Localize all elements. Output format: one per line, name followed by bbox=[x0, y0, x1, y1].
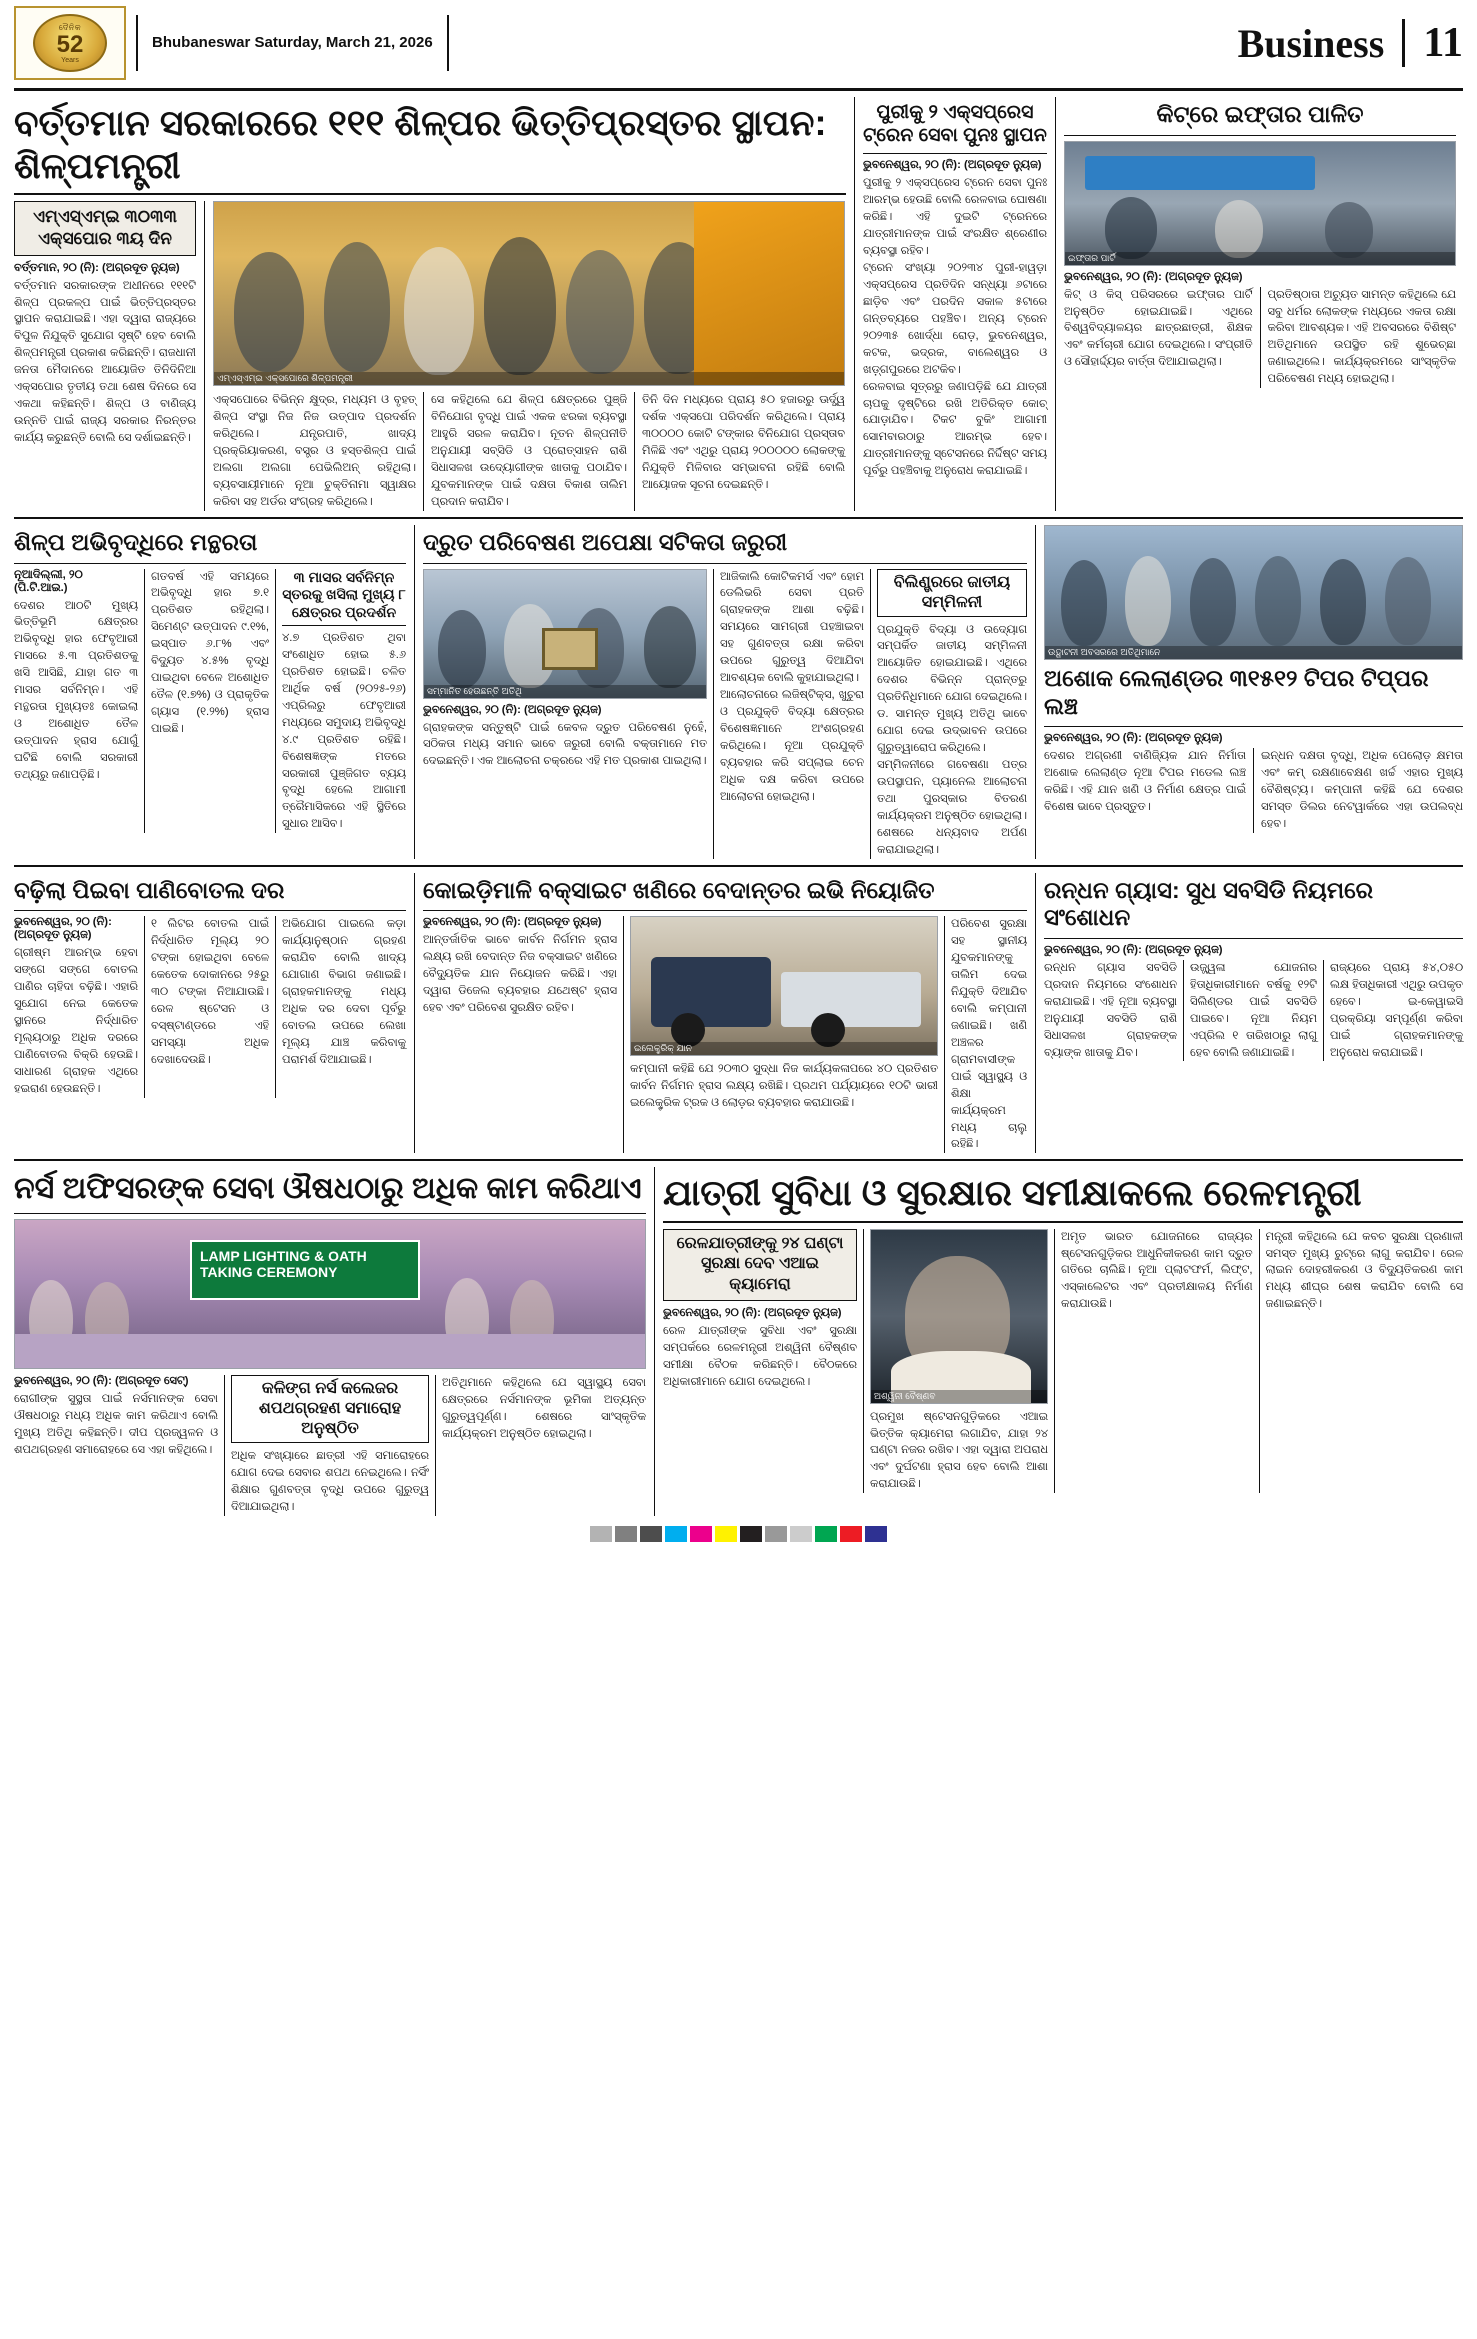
swatch bbox=[790, 1526, 812, 1542]
gas-story bbox=[1036, 873, 1463, 1154]
swatch bbox=[865, 1526, 887, 1542]
newspaper-logo bbox=[14, 6, 126, 80]
nurse-col3: ଅତିଥିମାନେ କହିଥିଲେ ଯେ ସ୍ୱାସ୍ଥ୍ୟ ସେବା କ୍ଷେତ୍ରରେ ନର୍ସମାନଙ୍କ ଭୂମିକା ଅତ୍ୟନ୍ତ ଗୁରୁତ୍ୱପୂର୍ଣ୍ଣ। ଶେଷରେ ସାଂସ୍କୃତିକ କାର୍ଯ୍ୟକ୍ରମ ଅନୁଷ୍ଠିତ ହୋଇଥିଲା। bbox=[442, 1377, 646, 1441]
water-headline: ବଢ଼ିଲା ପିଇବା ପାଣିବୋତଲ ଦର bbox=[14, 876, 285, 903]
water-story bbox=[14, 873, 414, 1154]
coal-place: ଭୁବନେଶ୍ୱର, ୨୦ (ନି): (ଅଗ୍ରଦୂତ ନ୍ୟୁଜ) bbox=[423, 916, 602, 929]
gas-col2: ଉଜ୍ଜ୍ୱଳା ଯୋଜନାର ହିତାଧିକାରୀମାନେ ବର୍ଷକୁ ୧୨ଟି ସିଲିଣ୍ଡର ପାଇଁ ସବସିଡି ପାଇବେ। ନୂଆ ନିୟମ ଏପ୍ରିଲ ୧ ତାରିଖଠାରୁ ଲାଗୁ ହେବ ବୋଲି ଜଣାଯାଇଛି। bbox=[1190, 961, 1317, 1059]
ashok-col1: ଦେଶର ଅଗ୍ରଣୀ ବାଣିଜ୍ୟିକ ଯାନ ନିର୍ମାତା ଅଶୋକ ଲେଲାଣ୍ଡ ନୂଆ ଟିପର ମଡେଲ ଲଞ୍ଚ କରିଛି। ଏହି ଯାନ ଖଣି ଓ ନିର୍ମାଣ କ୍ଷେତ୍ର ପାଇଁ ବିଶେଷ ଭାବେ ପ୍ରସ୍ତୁତ। bbox=[1044, 750, 1246, 813]
nurse-headline: ନର୍ସ ଅଫିସରଙ୍କ ସେବା ଔଷଧଠାରୁ ଅଧିକ କାମ କରିଥାଏ bbox=[14, 1172, 642, 1206]
rail-headline: ଯାତ୍ରୀ ସୁବିଧା ଓ ସୁରକ୍ଷାର ସମୀକ୍ଷାକଲେ ରେଳମନ୍ତ୍ରୀ bbox=[663, 1172, 1362, 1214]
rail-story bbox=[655, 1167, 1463, 1516]
bisleri-col1: ପ୍ରଯୁକ୍ତି ବିଦ୍ୟା ଓ ଉଦ୍ୟୋଗ ସମ୍ପର୍କିତ ଜାତୀୟ ସମ୍ମିଳନୀ ଆୟୋଜିତ ହୋଇଯାଇଛି। ଏଥିରେ ଦେଶର ବିଭିନ୍ନ ପ୍ରାନ୍ତରୁ ପ୍ରତିନିଧିମାନେ ଯୋଗ ଦେଇଥିଲେ। ଡ. ସାମନ୍ତ ମୁଖ୍ୟ ଅତିଥି ଭାବେ ଯୋଗ ଦେଇ ଉଦ୍ଭାବନ ଉପରେ ଗୁରୁତ୍ୱାରୋପ କରିଥିଲେ। bbox=[877, 623, 1027, 755]
industry-kicker: ୩ ମାସର ସର୍ବନିମ୍ନ ସ୍ତରକୁ ଖସିଲା ମୁଖ୍ୟ ୮ କ୍ଷେତ୍ରର ପ୍ରଦର୍ଶନ bbox=[282, 569, 406, 627]
lead-col2: ଏକ୍ସପୋରେ ବିଭିନ୍ନ କ୍ଷୁଦ୍ର, ମଧ୍ୟମ ଓ ବୃହତ୍ ଶିଳ୍ପ ସଂସ୍ଥା ନିଜ ନିଜ ଉତ୍ପାଦ ପ୍ରଦର୍ଶନ କରିଥିଲେ। ଯନ୍ତ୍ରପାତି, ଖାଦ୍ୟ ପ୍ରକ୍ରିୟାକରଣ, ବସ୍ତ୍ର ଓ ହସ୍ତଶିଳ୍ପ ପାଇଁ ଅଲଗା ଅଲଗା ପେଭିଲିଅନ୍ ରହିଥିଲା। ବ୍ୟବସାୟୀମାନେ ନୂଆ ଚୁକ୍ତିନାମା ସ୍ୱାକ୍ଷର କରିବା ସହ ଅର୍ଡର ସଂଗ୍ରହ କରିଥିଲେ। bbox=[213, 394, 416, 508]
industry-story bbox=[14, 525, 414, 859]
gas-col3: ରାଜ୍ୟରେ ପ୍ରାୟ ୫୪,୦୫୦ ଲକ୍ଷ ହିତାଧିକାରୀ ଏଥିରୁ ଉପକୃତ ହେବେ। ଇ-କେୱାଇସି ପ୍ରକ୍ରିୟା ସମ୍ପୂର୍ଣ୍ଣ କରିବା ପାଇଁ ଗ୍ରାହକମାନଙ୍କୁ ଅନୁରୋଧ କରାଯାଇଛି। bbox=[1330, 961, 1463, 1059]
ashok-story bbox=[1036, 525, 1463, 859]
lead-col3: ସେ କହିଥିଲେ ଯେ ଶିଳ୍ପ କ୍ଷେତ୍ରରେ ପୁଞ୍ଜି ବିନିଯୋଗ ବୃଦ୍ଧି ପାଇଁ ଏକକ ଝରକା ବ୍ୟବସ୍ଥା ଆହୁରି ସରଳ କରାଯିବ। ନୂତନ ଶିଳ୍ପନୀତି ଅନୁଯାୟୀ ସବ୍ସିଡି ଓ ପ୍ରୋତ୍ସାହନ ରାଶି ସିଧାସଳଖ ଉଦ୍ୟୋଗୀଙ୍କ ଖାତାକୁ ପଠାଯିବ। ଯୁବକମାନଙ୍କ ପାଇଁ ଦକ୍ଷତା ବିକାଶ ତାଲିମ ପ୍ରଦାନ କରାଯିବ। bbox=[431, 394, 627, 508]
coal-headline: କୋଇଡ଼ିମାଳି ବକ୍ସାଇଟ ଖଣିରେ ବେଦାନ୍ତର ଇଭି ନିୟୋଜିତ bbox=[423, 876, 935, 903]
swatch bbox=[640, 1526, 662, 1542]
ashok-photo-caption: ଉଦ୍ଘାଟନୀ ଅବସରରେ ଅତିଥିମାନେ bbox=[1045, 646, 1462, 659]
gas-headline: ରନ୍ଧନ ଗ୍ୟାସ: ସୁଧ ସବସିଡି ନିୟମରେ ସଂଶୋଧନ bbox=[1044, 876, 1374, 931]
nurse-photo bbox=[14, 1219, 646, 1369]
nurse-banner-text: LAMP LIGHTING & OATH TAKING CEREMONY bbox=[200, 1248, 367, 1281]
train-story bbox=[855, 97, 1055, 511]
iftar-story bbox=[1056, 97, 1456, 511]
nurse-col1: ରୋଗୀଙ୍କ ସୁସ୍ଥତା ପାଇଁ ନର୍ସମାନଙ୍କ ସେବା ଔଷଧଠାରୁ ମଧ୍ୟ ଅଧିକ କାମ କରିଥାଏ ବୋଲି ମୁଖ୍ୟ ଅତିଥି କହିଛନ୍ତି। ଦୀପ ପ୍ରଜ୍ୱଳନ ଓ ଶପଥଗ୍ରହଣ ସମାରୋହରେ ସେ ଏହା କହିଥିଲେ। bbox=[14, 1393, 218, 1457]
nurse-sub-headline: କଳିଙ୍ଗ ନର୍ସ କଲେଜର ଶପଥଗ୍ରହଣ ସମାରୋହ ଅନୁଷ୍ଠିତ bbox=[231, 1375, 429, 1443]
bisleri-col2: ସମ୍ମିଳନୀରେ ଗବେଷଣା ପତ୍ର ଉପସ୍ଥାପନ, ପ୍ୟାନେଲ ଆଲୋଚନା ତଥା ପୁରସ୍କାର ବିତରଣ କାର୍ଯ୍ୟକ୍ରମ ଅନୁଷ୍ଠିତ ହୋଇଥିଲା। ଶେଷରେ ଧନ୍ୟବାଦ ଅର୍ପଣ କରାଯାଇଥିଲା। bbox=[877, 759, 1027, 856]
industry-headline: ଶିଳ୍ପ ଅଭିବୃଦ୍ଧିରେ ମନ୍ଥରତା bbox=[14, 528, 258, 555]
lead-story bbox=[14, 97, 854, 511]
lead-photo-caption: ଏମ୍ଏସ୍ଏମ୍ଇ ଏକ୍ସପୋରେ ଶିଳ୍ପମନ୍ତ୍ରୀ bbox=[214, 372, 844, 385]
page-number: 11 bbox=[1402, 19, 1463, 67]
ashok-place: ଭୁବନେଶ୍ୱର, ୨୦ (ନି): (ଅଗ୍ରଦୂତ ନ୍ୟୁଜ) bbox=[1044, 732, 1223, 745]
supply-col2: ଆଜିକାଲି କୋଟିକମର୍ସ ଏବଂ ହୋମ ଡେଲିଭରି ସେବା ପ୍ରତି ଗ୍ରାହକଙ୍କ ଆଶା ବଢ଼ିଛି। ସମୟରେ ସାମଗ୍ରୀ ପହଞ୍ଚାଇବା ସହ ଗୁଣବତ୍ତା ରକ୍ଷା କରିବା ଉପରେ ଗୁରୁତ୍ୱ ଦିଆଯିବା ଆବଶ୍ୟକ ବୋଲି କୁହାଯାଇଥିଲା। bbox=[720, 570, 864, 685]
industry-col3: ୪.୭ ପ୍ରତିଶତ ଥିବା ସଂଶୋଧିତ ହୋଇ ୫.୬ ପ୍ରତିଶତ ହୋଇଛି। ଚଳିତ ଆର୍ଥିକ ବର୍ଷ (୨୦୨୫-୨୬) ଏପ୍ରିଲରୁ ଫେବୃଆରୀ ମଧ୍ୟରେ ସମୁଦାୟ ଅଭିବୃଦ୍ଧି ୪.୯ ପ୍ରତିଶତ ରହିଛି। ବିଶେଷଜ୍ଞଙ୍କ ମତରେ ସରକାରୀ ପୁଞ୍ଜିଗତ ବ୍ୟୟ ବୃଦ୍ଧି ହେଲେ ଆଗାମୀ ତ୍ରୈମାସିକରେ ଏହି ସ୍ଥିତିରେ ସୁଧାର ଆସିବ। bbox=[282, 632, 406, 831]
rail-kicker: ରେଳଯାତ୍ରୀଙ୍କୁ ୨୪ ଘଣ୍ଟା ସୁରକ୍ଷା ଦେବ ଏଆଇ କ୍ୟାମେରା bbox=[663, 1229, 857, 1301]
supply-place: ଭୁବନେଶ୍ୱର, ୨୦ (ନି): (ଅଗ୍ରଦୂତ ନ୍ୟୁଜ) bbox=[423, 703, 602, 716]
water-col2: ୧ ଲିଟର ବୋତଲ ପାଇଁ ନିର୍ଦ୍ଧାରିତ ମୂଲ୍ୟ ୨୦ ଟଙ୍କା ହୋଇଥିବା ବେଳେ କେତେକ ଦୋକାନରେ ୨୫ରୁ ୩୦ ଟଙ୍କା ନିଆଯାଉଛି। ରେଳ ଷ୍ଟେସନ ଓ ବସ୍‌ଷ୍ଟାଣ୍ଡରେ ଏହି ସମସ୍ୟା ଅଧିକ ଦେଖାଦେଉଛି। bbox=[151, 918, 269, 1066]
gas-col1: ରନ୍ଧନ ଗ୍ୟାସ ସବସିଡି ପ୍ରଦାନ ନିୟମରେ ସଂଶୋଧନ କରାଯାଇଛି। ଏହି ନୂଆ ବ୍ୟବସ୍ଥା ଅନୁଯାୟୀ ସବସିଡି ରାଶି ସିଧାସଳଖ ଗ୍ରାହକଙ୍କ ବ୍ୟାଙ୍କ ଖାତାକୁ ଯିବ। bbox=[1044, 961, 1177, 1059]
iftar-col1: କିଟ୍ ଓ କିସ୍ ପରିସରରେ ଇଫ୍ତାର ପାର୍ଟି ଅନୁଷ୍ଠିତ ହୋଇଯାଇଛି। ଏଥିରେ ବିଶ୍ୱବିଦ୍ୟାଳୟର ଛାତ୍ରଛାତ୍ରୀ, ଶିକ୍ଷକ ଏବଂ କର୍ମଚାରୀ ଯୋଗ ଦେଇଥିଲେ। ସଂପ୍ରୀତି ଓ ସୌହାର୍ଦ୍ଦ୍ୟର ବାର୍ତ୍ତା ଦିଆଯାଇଥିଲା। bbox=[1064, 288, 1253, 369]
swatch bbox=[590, 1526, 612, 1542]
water-place: ଭୁବନେଶ୍ୱର, ୨୦ (ନି): (ଅଗ୍ରଦୂତ ନ୍ୟୁଜ) bbox=[14, 916, 112, 942]
coal-col2: କମ୍ପାନୀ କହିଛି ଯେ ୨୦୩୦ ସୁଦ୍ଧା ନିଜ କାର୍ଯ୍ୟକଳାପରେ ୪୦ ପ୍ରତିଶତ କାର୍ବନ ନିର୍ଗମନ ହ୍ରାସ ଲକ୍ଷ୍ୟ ରଖିଛି। ପ୍ରଥମ ପର୍ଯ୍ୟାୟରେ ୧୦ଟି ଭାରୀ ଇଲେକ୍ଟ୍ରିକ ଟ୍ରକ ଓ ଲୋଡ଼ର ବ୍ୟବହାର କରାଯାଉଛି। bbox=[630, 1063, 939, 1110]
iftar-photo-caption: ଇଫ୍ତାର ପାର୍ଟି bbox=[1065, 252, 1455, 265]
coal-photo-caption: ଇଲେକ୍ଟ୍ରିକ୍ ଯାନ bbox=[631, 1042, 937, 1055]
logo-top-text: ଦୈନିକ bbox=[58, 22, 82, 32]
train-col1: ପୁରୀକୁ ୨ ଏକ୍ସପ୍ରେସ ଟ୍ରେନ ସେବା ପୁନଃ ଆରମ୍ଭ ହେଉଛି ବୋଲି ରେଳବାଇ ଘୋଷଣା କରିଛି। ଏହି ଦୁଇଟି ଟ୍ରେନରେ ଯାତ୍ରୀମାନଙ୍କ ପାଇଁ ସଂରକ୍ଷିତ ଶ୍ରେଣୀର ବ୍ୟବସ୍ଥା ରହିବ। bbox=[863, 177, 1047, 258]
train-headline: ପୁରୀକୁ ୨ ଏକ୍ସପ୍ରେସ ଟ୍ରେନ ସେବା ପୁନଃ ସ୍ଥାପନ bbox=[863, 102, 1047, 147]
swatch bbox=[840, 1526, 862, 1542]
coal-story bbox=[415, 873, 1035, 1154]
ashok-photo bbox=[1044, 525, 1463, 660]
water-col1: ଗ୍ରୀଷ୍ମ ଆରମ୍ଭ ହେବା ସଙ୍ଗେ ସଙ୍ଗେ ବୋତଲ ପାଣିର ଚାହିଦା ବଢ଼ିଛି। ଏହାରି ସୁଯୋଗ ନେଇ କେତେକ ସ୍ଥାନରେ ନିର୍ଦ୍ଧାରିତ ମୂଲ୍ୟଠାରୁ ଅଧିକ ଦରରେ ପାଣିବୋତଲ ବିକ୍ରି ହେଉଛି। ସାଧାରଣ ଗ୍ରାହକ ଏଥିରେ ହଇରାଣ ହେଉଛନ୍ତି। bbox=[14, 947, 138, 1095]
coal-col3: ପରିବେଶ ସୁରକ୍ଷା ସହ ସ୍ଥାନୀୟ ଯୁବକମାନଙ୍କୁ ତାଲିମ ଦେଇ ନିଯୁକ୍ତି ଦିଆଯିବ ବୋଲି କମ୍ପାନୀ ଜଣାଇଛି। ଖଣି ଅଞ୍ଚଳର ଗ୍ରାମବାସୀଙ୍କ ପାଇଁ ସ୍ୱାସ୍ଥ୍ୟ ଓ ଶିକ୍ଷା କାର୍ଯ୍ୟକ୍ରମ ମଧ୍ୟ ଚାଲୁ ରହିଛି। bbox=[951, 918, 1027, 1151]
lead-place: ବର୍ତ୍ତମାନ, ୨୦ (ନି): (ଅଗ୍ରଦୂତ ନ୍ୟୁଜ) bbox=[14, 261, 180, 274]
dateline: Bhubaneswar Saturday, March 21, 2026 bbox=[136, 15, 449, 71]
rail-col2: ପ୍ରମୁଖ ଷ୍ଟେସନଗୁଡ଼ିକରେ ଏଆଇ ଭିତ୍ତିକ କ୍ୟାମେରା ଲଗାଯିବ, ଯାହା ୨୪ ଘଣ୍ଟା ନଜର ରଖିବ। ଏହା ଦ୍ୱାରା ଅପରାଧ ଏବଂ ଦୁର୍ଘଟଣା ହ୍ରାସ ହେବ ବୋଲି ଆଶା କରାଯାଉଛି। bbox=[870, 1410, 1048, 1491]
lead-headline: ବର୍ତ୍ତମାନ ସରକାରରେ ୧୧୧ ଶିଳ୍ପର ଭିତ୍ତିପ୍ରସ୍ତର ସ୍ଥାପନ: ଶିଳ୍ପମନ୍ତ୍ରୀ bbox=[14, 102, 827, 187]
rail-col4: ମନ୍ତ୍ରୀ କହିଥିଲେ ଯେ କବଚ ସୁରକ୍ଷା ପ୍ରଣାଳୀ ସମସ୍ତ ମୁଖ୍ୟ ରୁଟ୍‌ରେ ଲାଗୁ କରାଯିବ। ରେଳ ଲାଇନ ଦୋହରୀକରଣ ଓ ବିଦ୍ୟୁତିକରଣ କାମ ମଧ୍ୟ ଶୀଘ୍ର ଶେଷ କରାଯିବ ବୋଲି ସେ ଜଣାଇଛନ୍ତି। bbox=[1265, 1230, 1463, 1311]
train-col3: ରେଳବାଇ ସୂତ୍ରରୁ ଜଣାପଡ଼ିଛି ଯେ ଯାତ୍ରୀ ଚାପକୁ ଦୃଷ୍ଟିରେ ରଖି ଅତିରିକ୍ତ କୋଚ୍ ଯୋଡ଼ାଯିବ। ଟିକଟ ବୁକିଂ ଆଗାମୀ ସୋମବାରଠାରୁ ଆରମ୍ଭ ହେବ। ଯାତ୍ରୀମାନଙ୍କୁ ସ୍ଟେସନରେ ନିର୍ଦ୍ଦିଷ୍ଟ ସମୟ ପୂର୍ବରୁ ପହଞ୍ଚିବାକୁ ଅନୁରୋଧ କରାଯାଇଛି। bbox=[863, 380, 1047, 478]
supply-col3: ଆଲୋଚନାରେ ଲଜିଷ୍ଟିକ୍ସ, ଖୁଚୁରା ଓ ପ୍ରଯୁକ୍ତି ବିଦ୍ୟା କ୍ଷେତ୍ରର ବିଶେଷଜ୍ଞମାନେ ଅଂଶଗ୍ରହଣ କରିଥିଲେ। ନୂଆ ପ୍ରଯୁକ୍ତି ବ୍ୟବହାର କରି ସପ୍ଲାଇ ଚେନ ଅଧିକ ଦକ୍ଷ କରିବା ଉପରେ ଆଲୋଚନା ହୋଇଥିଲା। bbox=[720, 689, 864, 803]
swatch bbox=[815, 1526, 837, 1542]
bisleri-headline: ବିଲିଣ୍ଡ୍ରରେ ଜାତୀୟ ସମ୍ମିଳନୀ bbox=[877, 569, 1027, 617]
ashok-col2: ଇନ୍ଧନ ଦକ୍ଷତା ବୃଦ୍ଧି, ଅଧିକ ପେଲୋଡ଼ କ୍ଷମତା ଏବଂ କମ୍ ରକ୍ଷଣାବେକ୍ଷଣ ଖର୍ଚ୍ଚ ଏହାର ମୁଖ୍ୟ ବୈଶିଷ୍ଟ୍ୟ। କମ୍ପାନୀ କହିଛି ଯେ ଦେଶର ସମସ୍ତ ଡିଲର ନେଟୱାର୍କରେ ଏହା ଉପଲବ୍ଧ ହେବ। bbox=[1261, 750, 1463, 830]
water-col3: ଅଭିଯୋଗ ପାଇଲେ କଡ଼ା କାର୍ଯ୍ୟାନୁଷ୍ଠାନ ଗ୍ରହଣ କରାଯିବ ବୋଲି ଖାଦ୍ୟ ଯୋଗାଣ ବିଭାଗ ଜଣାଇଛି। ଗ୍ରାହକମାନଙ୍କୁ ମଧ୍ୟ ଅଧିକ ଦର ଦେବା ପୂର୍ବରୁ ବୋତଲ ଉପରେ ଲେଖା ମୂଲ୍ୟ ଯାଞ୍ଚ କରିବାକୁ ପରାମର୍ଶ ଦିଆଯାଇଛି। bbox=[282, 918, 406, 1066]
nurse-col2: ଅଧିକ ସଂଖ୍ୟାରେ ଛାତ୍ରୀ ଏହି ସମାରୋହରେ ଯୋଗ ଦେଇ ସେବାର ଶପଥ ନେଇଥିଲେ। ନର୍ସିଂ ଶିକ୍ଷାର ଗୁଣବତ୍ତା ବୃଦ୍ଧି ଉପରେ ଗୁରୁତ୍ୱ ଦିଆଯାଇଥିଲା। bbox=[231, 1450, 429, 1514]
gas-place: ଭୁବନେଶ୍ୱର, ୨୦ (ନି): (ଅଗ୍ରଦୂତ ନ୍ୟୁଜ) bbox=[1044, 943, 1223, 956]
rail-col3: ଅମୃତ ଭାରତ ଯୋଜନାରେ ରାଜ୍ୟର ଷ୍ଟେସନଗୁଡ଼ିକର ଆଧୁନିକୀକରଣ କାମ ଦ୍ରୁତ ଗତିରେ ଚାଲିଛି। ନୂଆ ପ୍ଲାଟଫର୍ମ, ଲିଫ୍ଟ, ଏସ୍କାଲେଟର ଏବଂ ପ୍ରତୀକ୍ଷାଳୟ ନିର୍ମାଣ କରାଯାଉଛି। bbox=[1061, 1230, 1253, 1311]
rail-photo-caption: ଅଶ୍ୱିନୀ ବୈଷ୍ଣବ bbox=[871, 1390, 1047, 1403]
color-registration-bar bbox=[14, 1526, 1463, 1542]
iftar-photo bbox=[1064, 141, 1456, 266]
lead-sidebox bbox=[14, 201, 196, 255]
iftar-place: ଭୁବନେଶ୍ୱର, ୨୦ (ନି): (ଅଗ୍ରଦୂତ ନ୍ୟୁଜ) bbox=[1064, 270, 1243, 283]
rail-minister-photo bbox=[870, 1229, 1048, 1404]
swatch bbox=[715, 1526, 737, 1542]
iftar-col2: ପ୍ରତିଷ୍ଠାତା ଅଚ୍ୟୁତ ସାମନ୍ତ କହିଥିଲେ ଯେ ସବୁ ଧର୍ମର ଲୋକଙ୍କ ମଧ୍ୟରେ ଏକତା ରକ୍ଷା କରିବା ଆବଶ୍ୟକ। ଏହି ଅବସରରେ ବିଶିଷ୍ଟ ଅତିଥିମାନେ ଉପସ୍ଥିତ ରହି ଶୁଭେଚ୍ଛା ଜଣାଇଥିଲେ। କାର୍ଯ୍ୟକ୍ରମରେ ସାଂସ୍କୃତିକ ପରିବେଷଣ ମଧ୍ୟ ହୋଇଥିଲା। bbox=[1267, 288, 1456, 386]
lead-photo bbox=[213, 201, 845, 386]
nurse-place: ଭୁବନେଶ୍ୱର, ୨୦ (ନି): (ଅଗ୍ରଦୂତ ସେଟ୍) bbox=[14, 1375, 189, 1388]
masthead bbox=[14, 0, 1463, 91]
train-col2: ଟ୍ରେନ ସଂଖ୍ୟା ୨୦୨୩୪ ପୁରୀ-ହାୱଡ଼ା ଏକ୍ସପ୍ରେସ ପ୍ରତିଦିନ ସନ୍ଧ୍ୟା ୬ଟାରେ ଛାଡ଼ିବ ଏବଂ ପରଦିନ ସକାଳ ୫ଟାରେ ଗନ୍ତବ୍ୟରେ ପହଞ୍ଚିବ। ଅନ୍ୟ ଟ୍ରେନ ୨୦୨୩୫ ଖୋର୍ଦ୍ଧା ରୋଡ଼, ଭୁବନେଶ୍ୱର, କଟକ, ଭଦ୍ରକ, ବାଲେଶ୍ୱର ଓ ଖଡ଼୍ଗପୁରରେ ଅଟକିବ। bbox=[863, 262, 1047, 376]
supply-story bbox=[415, 525, 1035, 859]
swatch bbox=[615, 1526, 637, 1542]
rail-place: ଭୁବନେଶ୍ୱର, ୨୦ (ନି): (ଅଗ୍ରଦୂତ ନ୍ୟୁଜ) bbox=[663, 1306, 842, 1319]
lead-col4: ତିନି ଦିନ ମଧ୍ୟରେ ପ୍ରାୟ ୫୦ ହଜାରରୁ ଊର୍ଦ୍ଧ୍ୱ ଦର୍ଶକ ଏକ୍ସପୋ ପରିଦର୍ଶନ କରିଥିଲେ। ପ୍ରାୟ ୩୦୦୦୦ କୋଟି ଟଙ୍କାର ବିନିଯୋଗ ପ୍ରସ୍ତାବ ମିଳିଛି ଏବଂ ଏଥିରୁ ପ୍ରାୟ ୨୦୦୦୦୦ ଲୋକଙ୍କୁ ନିଯୁକ୍ତି ମିଳିବାର ସମ୍ଭାବନା ରହିଛି ବୋଲି ଆୟୋଜକ ସୂଚନା ଦେଇଛନ୍ତି। bbox=[642, 394, 845, 492]
rail-col1: ରେଳ ଯାତ୍ରୀଙ୍କ ସୁବିଧା ଏବଂ ସୁରକ୍ଷା ସମ୍ପର୍କରେ ରେଳମନ୍ତ୍ରୀ ଅଶ୍ୱିନୀ ବୈଷ୍ଣବ ସମୀକ୍ଷା ବୈଠକ କରିଛନ୍ତି। ବୈଠକରେ ଅଧିକାରୀମାନେ ଯୋଗ ଦେଇଥିଲେ। bbox=[663, 1324, 857, 1388]
nurse-story bbox=[14, 1167, 654, 1516]
lead-col1: ବର୍ତ୍ତମାନ ସରକାରଙ୍କ ଅଧୀନରେ ୧୧୧ଟି ଶିଳ୍ପ ପ୍ରକଳ୍ପ ପାଇଁ ଭିତ୍ତିପ୍ରସ୍ତର ସ୍ଥାପନ କରାଯାଇଛି। ଏହା ଦ୍ୱାରା ରାଜ୍ୟରେ ବିପୁଳ ନିଯୁକ୍ତି ସୁଯୋଗ ସୃଷ୍ଟି ହେବ ବୋଲି ଶିଳ୍ପମନ୍ତ୍ରୀ ପ୍ରକାଶ କରିଛନ୍ତି। ରାଜଧାନୀ ଜନତା ମୈଦାନରେ ଆୟୋଜିତ ତିନିଦିନିଆ ଏକ୍ସପୋର ତୃତୀୟ ତଥା ଶେଷ ଦିନରେ ସେ ଏକଥା କହିଛନ୍ତି। ଶିଳ୍ପ ଓ ବାଣିଜ୍ୟ ଉନ୍ନତି ପାଇଁ ରାଜ୍ୟ ସରକାର ନିରନ୍ତର କାର୍ଯ୍ୟ କରୁଛନ୍ତି ବୋଲି ସେ ଦର୍ଶାଇଛନ୍ତି। bbox=[14, 279, 196, 444]
industry-place: ନୂଆଦିଲ୍ଲୀ, ୨୦ (ପି.ଟି.ଆଇ.) bbox=[14, 568, 83, 594]
supply-photo bbox=[423, 569, 707, 699]
swatch bbox=[665, 1526, 687, 1542]
coal-col1: ଆନ୍ତର୍ଜାତିକ ଭାବେ କାର୍ବନ ନିର୍ଗମନ ହ୍ରାସ ଲକ୍ଷ୍ୟ ରଖି ବେଦାନ୍ତ ନିଜ ବକ୍ସାଇଟ ଖଣିରେ ବୈଦ୍ୟୁତିକ ଯାନ ନିୟୋଜନ କରିଛି। ଏହା ଦ୍ୱାରା ଡିଜେଲ ବ୍ୟବହାର ଯଥେଷ୍ଟ ହ୍ରାସ ହେବ ଏବଂ ପରିବେଶ ସୁରକ୍ଷିତ ରହିବ। bbox=[423, 934, 617, 1014]
lead-sidebox-title: ଏମ୍ଏସ୍ଏମ୍ଇ ୩୦୩୩ ଏକ୍ସପୋର ୩ୟ ଦିନ bbox=[33, 207, 177, 249]
ashok-headline: ଅଶୋକ ଲେଲାଣ୍ଡର ୩୧୫୧୨ ଟିପର ଟିପ୍ପର ଲଞ୍ଚ bbox=[1044, 664, 1429, 719]
supply-headline: ଦ୍ରୁତ ପରିବେଷଣ ଅପେକ୍ଷା ସଟିକତା ଜରୁରୀ bbox=[423, 528, 788, 555]
industry-col1: ଦେଶର ଆଠଟି ମୁଖ୍ୟ ଭିତ୍ତିଭୂମି କ୍ଷେତ୍ରର ଅଭିବୃଦ୍ଧି ହାର ଫେବୃଆରୀ ମାସରେ ୫.୩ ପ୍ରତିଶତକୁ ଖସି ଆସିଛି, ଯାହା ଗତ ୩ ମାସର ସର୍ବନିମ୍ନ। ଏହି ମନ୍ଥରତା ମୁଖ୍ୟତଃ କୋଇଲା ଓ ଅଶୋଧିତ ତୈଳ ଉତ୍ପାଦନ ହ୍ରାସ ଯୋଗୁଁ ଘଟିଛି ବୋଲି ସରକାରୀ ତଥ୍ୟରୁ ଜଣାପଡ଼ିଛି। bbox=[14, 599, 138, 781]
swatch bbox=[740, 1526, 762, 1542]
industry-col2: ଗତବର୍ଷ ଏହି ସମୟରେ ଅଭିବୃଦ୍ଧି ହାର ୭.୧ ପ୍ରତିଶତ ରହିଥିଲା। ସିମେଣ୍ଟ ଉତ୍ପାଦନ ୯.୧%, ଇସ୍ପାତ ୬.୮% ଏବଂ ବିଦ୍ୟୁତ ୪.୫% ବୃଦ୍ଧି ପାଇଥିବା ବେଳେ ଅଶୋଧିତ ତୈଳ (୧.୭%) ଓ ପ୍ରାକୃତିକ ଗ୍ୟାସ (୧.୨%) ହ୍ରାସ ପାଇଛି। bbox=[151, 570, 269, 735]
swatch bbox=[690, 1526, 712, 1542]
logo-years-number: 52 bbox=[56, 30, 84, 58]
swatch bbox=[765, 1526, 787, 1542]
coal-photo bbox=[630, 916, 938, 1056]
section-title: Business bbox=[1237, 20, 1385, 66]
train-place: ଭୁବନେଶ୍ୱର, ୨୦ (ନି): (ଅଗ୍ରଦୂତ ନ୍ୟୁଜ) bbox=[863, 159, 1042, 172]
supply-col1: ଗ୍ରାହକଙ୍କ ସନ୍ତୁଷ୍ଟି ପାଇଁ କେବଳ ଦ୍ରୁତ ପରିବେଷଣ ନୁହେଁ, ସଠିକତା ମଧ୍ୟ ସମାନ ଭାବେ ଜରୁରୀ ବୋଲି ବକ୍ତାମାନେ ମତ ଦେଇଛନ୍ତି। ଏକ ଆଲୋଚନା ଚକ୍ରରେ ଏହି ମତ ପ୍ରକାଶ ପାଇଥିଲା। bbox=[423, 721, 707, 768]
logo-years-label: Years bbox=[61, 56, 79, 64]
supply-photo-caption: ସମ୍ମାନିତ ହେଉଛନ୍ତି ଅତିଥି bbox=[424, 685, 706, 698]
iftar-headline: କିଟ୍‌ରେ ଇଫ୍ତାର ପାଳିତ bbox=[1156, 101, 1364, 127]
